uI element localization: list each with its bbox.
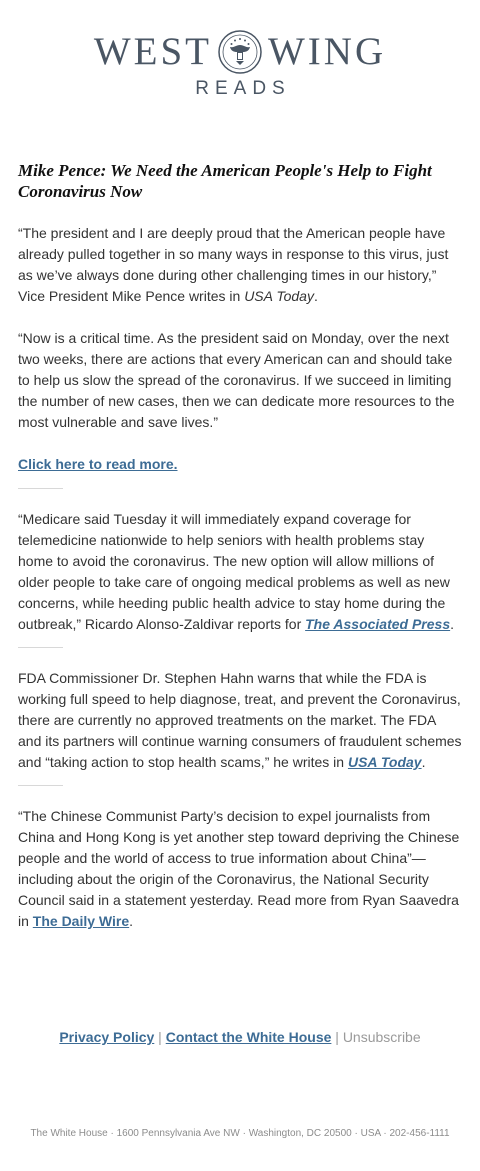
usa-today-link[interactable]: USA Today — [347, 754, 422, 770]
logo-word-wing: WING — [268, 30, 387, 73]
article-4-paragraph: “The Chinese Communist Party’s decision to expel journalists from China and Hong Kong is yet another step toward depriving the Chinese people and the world of access to true information about China”—including about the origin of the Coronavirus, the National Security Council said in a statement yesterday. Read more from Ryan Saavedra in The Daily Wire. — [18, 808, 460, 929]
read-more-row — [18, 454, 462, 475]
logo-word-west: WEST — [93, 30, 212, 73]
associated-press-link[interactable]: The Associated Press — [305, 616, 451, 632]
contact-white-house-link[interactable]: Contact the White House — [165, 1029, 332, 1045]
article-headline: Mike Pence: We Need the American People's Help to Fight Coronavirus Now — [18, 161, 432, 201]
footer-divider: | — [331, 1029, 343, 1045]
read-more-link[interactable]: Click here to read more. — [18, 456, 178, 472]
article-1-paragraph-2: “Now is a critical time. As the president said on Monday, over the next two weeks, there are actions that every American can and should take to help us slow the spread of the coronavirus. If we succeed in limiting the number of new cases, then we can dedicate more resources to the most vulnerable and save lives.” — [18, 330, 455, 430]
article-2-paragraph: “Medicare said Tuesday it will immediately expand coverage for telemedicine nationwide to help seniors with health problems stay home to avoid the coronavirus. The new option will allow millions of older people to take care of ongoing medical problems as well as new concerns, while heeding public health advice to stay home during the outbreak,” Ricardo Alonso-Zaldivar reports for The Associated Press. — [18, 511, 455, 632]
presidential-seal-icon — [218, 30, 262, 74]
privacy-policy-link[interactable]: Privacy Policy — [59, 1029, 155, 1045]
logo-subtitle: READS — [195, 78, 291, 99]
footer-address: The White House · 1600 Pennsylvania Ave NW · Washington, DC 20500 · USA · 202-456-1111 — [30, 1128, 450, 1139]
article-3-paragraph: FDA Commissioner Dr. Stephen Hahn warns that while the FDA is working full speed to help diagnose, treat, and prevent the Coronavirus, there are currently no approved treatments on the market. The FDA and its partners will continue warning consumers of fraudulent schemes and “taking action to stop health scams,” he writes in USA Today. — [18, 670, 462, 770]
article-1-paragraph-1: “The president and I are deeply proud that the American people have already pulled together in so many ways in response to this virus, just as we’ve always done during other challenging times in our history,” Vice President Mike Pence writes in USA Today. — [18, 225, 449, 304]
west-wing-reads-logo — [0, 28, 480, 100]
unsubscribe-link[interactable]: Unsubscribe — [342, 1029, 421, 1045]
newsletter-content — [18, 160, 462, 932]
daily-wire-link[interactable]: The Daily Wire — [32, 913, 130, 929]
footer-links — [0, 1027, 480, 1047]
footer-divider: | — [154, 1029, 166, 1045]
article-1-source: USA Today — [244, 288, 314, 304]
